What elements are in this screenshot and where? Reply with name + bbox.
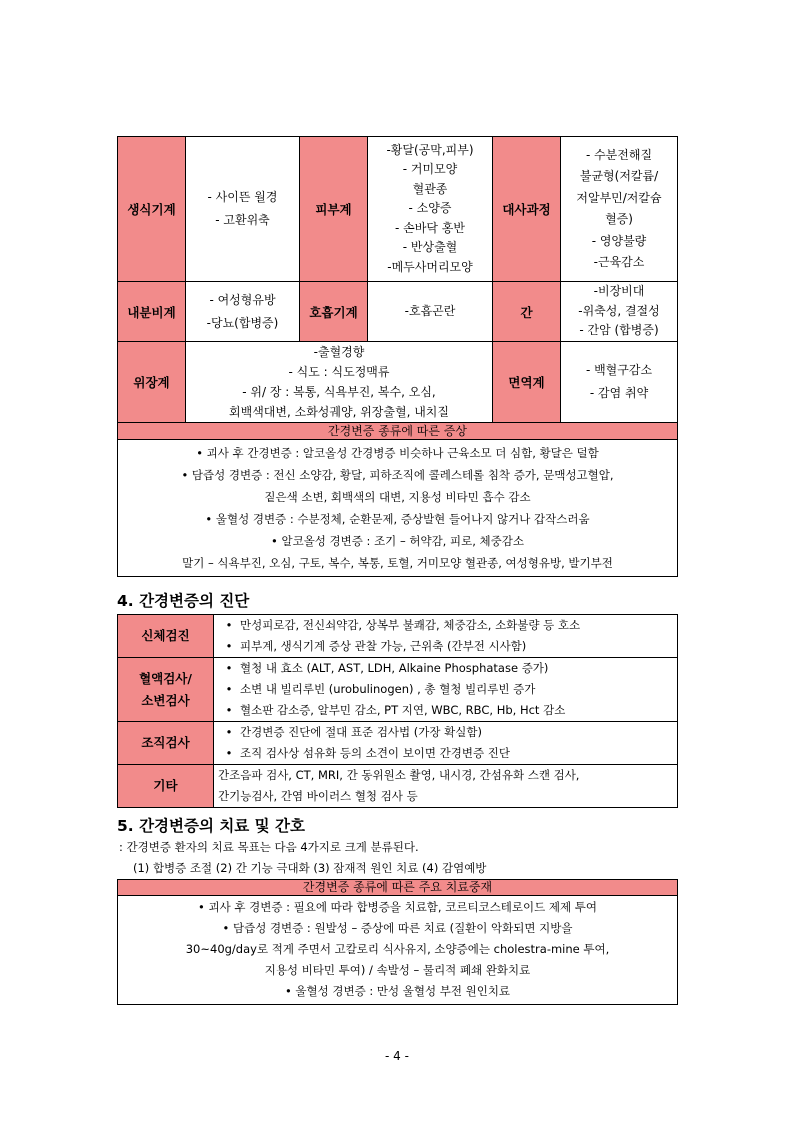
table-row bbox=[118, 440, 678, 577]
list-item: • 담즙성 경변증 : 원발성 – 증상에 따른 치료 (질환이 악화되면 지방을 bbox=[222, 921, 573, 935]
list-item: • 괴사 후 간경변증 : 알코올성 간경병증 비슷하나 근육소모 더 심함, 황달은 덜함 bbox=[196, 446, 599, 460]
system-label: 생식기계 bbox=[118, 137, 186, 282]
system-content: -호흡곤란 bbox=[368, 282, 493, 342]
system-label: 위장계 bbox=[118, 342, 186, 423]
table-row bbox=[118, 765, 678, 808]
treatment-table bbox=[117, 879, 678, 1005]
system-content: -황달(공막,피부) - 거미모양 혈관종 - 소양증 - 손바닥 홍반 - 반상출혈 -메두사머리모양 bbox=[368, 137, 493, 282]
system-content: -비장비대 -위축성, 결절성 - 간암 (합병증) bbox=[561, 282, 678, 342]
system-content: - 사이뜬 월경 - 고환위축 bbox=[186, 137, 300, 282]
system-label: 내분비계 bbox=[118, 282, 186, 342]
list-item: • 울혈성 경변증 : 만성 울혈성 부전 원인치료 bbox=[284, 984, 511, 998]
page-number: - 4 - bbox=[385, 1049, 409, 1063]
list-item: • 혈청 내 효소 (ALT, AST, LDH, Alkaine Phosphatase 증가) bbox=[218, 658, 673, 679]
list-item: 30~40g/day로 적게 주면서 고칼로리 식사유지, 소양증에는 cholestra-mine 투여, bbox=[185, 942, 610, 956]
system-content: - 백혈구감소 - 감염 취약 bbox=[561, 342, 678, 423]
system-label: 간 bbox=[493, 282, 561, 342]
table-row bbox=[118, 896, 678, 1005]
table-row bbox=[118, 342, 678, 423]
table-row bbox=[118, 282, 678, 342]
diagnosis-content bbox=[214, 615, 678, 658]
list-item: • 피부계, 생식기계 증상 관찰 가능, 근위축 (간부전 시사함) bbox=[218, 636, 673, 657]
section-title-diagnosis: 4. 간경변증의 진단 bbox=[117, 592, 250, 610]
list-item: • 혈소판 감소증, 알부민 감소, PT 지연, WBC, RBC, Hb, Hct 감소 bbox=[218, 700, 673, 721]
list-item: 짙은색 소변, 회백색의 대변, 지용성 비타민 흡수 감소 bbox=[264, 490, 531, 504]
system-content: - 여성형유방 -당뇨(합병증) bbox=[186, 282, 300, 342]
diagnosis-label: 기타 bbox=[118, 765, 214, 808]
diagnosis-label: 혈액검사/ 소변검사 bbox=[118, 658, 214, 722]
system-label: 피부계 bbox=[300, 137, 368, 282]
list-item: 간조음파 검사, CT, MRI, 간 동위원소 촬영, 내시경, 간섬유화 스캔 검사, bbox=[218, 768, 580, 782]
list-item: 간기능검사, 간염 바이러스 혈청 검사 등 bbox=[218, 789, 418, 803]
list-item: • 괴사 후 경변증 : 필요에 따라 합병증을 치료함, 코르티코스테로이드 제제 투여 bbox=[198, 900, 597, 914]
system-content: - 수분전해질 불균형(저칼륨/ 저알부민/저칼슘 혈증) - 영양불량 -근육감소 bbox=[561, 137, 678, 282]
table-row bbox=[118, 137, 678, 282]
treatment-goals: (1) 합병증 조절 (2) 간 기능 극대화 (3) 잠재적 원인 치료 (4) 감염예방 bbox=[133, 861, 487, 875]
symptom-header: 간경변증 종류에 따른 증상 bbox=[118, 423, 678, 440]
diagnosis-label: 조직검사 bbox=[118, 722, 214, 765]
symptom-system-table bbox=[117, 136, 678, 577]
list-item: • 소변 내 빌리루빈 (urobulinogen) , 총 혈청 빌리루빈 증가 bbox=[218, 679, 673, 700]
diagnosis-content bbox=[214, 765, 678, 808]
list-item: • 울혈성 경변증 : 수분정체, 순환문제, 증상발현 들어나지 않거나 갑작스러움 bbox=[205, 512, 590, 526]
section-title-treatment: 5. 간경변증의 치료 및 간호 bbox=[117, 817, 305, 835]
treatment-header: 간경변증 종류에 따른 주요 치료중재 bbox=[118, 880, 678, 896]
diagnosis-content bbox=[214, 658, 678, 722]
system-content: -출혈경향 - 식도 : 식도정맥류 - 위/ 장 : 복통, 식욕부진, 복수, 오심, 회백색대변, 소화성궤양, 위장출혈, 내치질 bbox=[186, 342, 493, 423]
list-item: • 담즙성 경변증 : 전신 소양감, 황달, 피하조직에 콜레스테롤 침착 증가, 문맥성고혈압, bbox=[181, 468, 614, 482]
list-item: • 알코올성 경변증 : 조기 – 허약감, 피로, 체중감소 bbox=[271, 534, 524, 548]
diagnosis-content bbox=[214, 722, 678, 765]
diagnosis-table bbox=[117, 614, 678, 808]
treatment-list bbox=[118, 896, 678, 1005]
symptom-list bbox=[118, 440, 678, 577]
diagnosis-label: 신체검진 bbox=[118, 615, 214, 658]
table-row bbox=[118, 722, 678, 765]
treatment-intro: : 간경변증 환자의 치료 목표는 다음 4가지로 크게 분류된다. bbox=[119, 840, 419, 854]
table-row bbox=[118, 423, 678, 440]
table-row bbox=[118, 615, 678, 658]
table-row bbox=[118, 658, 678, 722]
list-item: • 간경변증 진단에 절대 표준 검사법 (가장 확실함) bbox=[218, 722, 673, 743]
system-label: 호흡기계 bbox=[300, 282, 368, 342]
list-item: 말기 – 식욕부진, 오심, 구토, 복수, 복통, 토혈, 거미모양 혈관종, 여성형유방, 발기부전 bbox=[182, 556, 613, 570]
list-item: • 조직 검사상 섬유화 등의 소견이 보이면 간경변증 진단 bbox=[218, 743, 673, 764]
list-item: • 만성피로감, 전신쇠약감, 상복부 불쾌감, 체중감소, 소화불량 등 호소 bbox=[218, 615, 673, 636]
list-item: 지용성 비타민 투여) / 속발성 – 물리적 폐쇄 완화치료 bbox=[264, 963, 531, 977]
system-label: 대사과정 bbox=[493, 137, 561, 282]
system-label: 면역계 bbox=[493, 342, 561, 423]
table-row bbox=[118, 880, 678, 896]
